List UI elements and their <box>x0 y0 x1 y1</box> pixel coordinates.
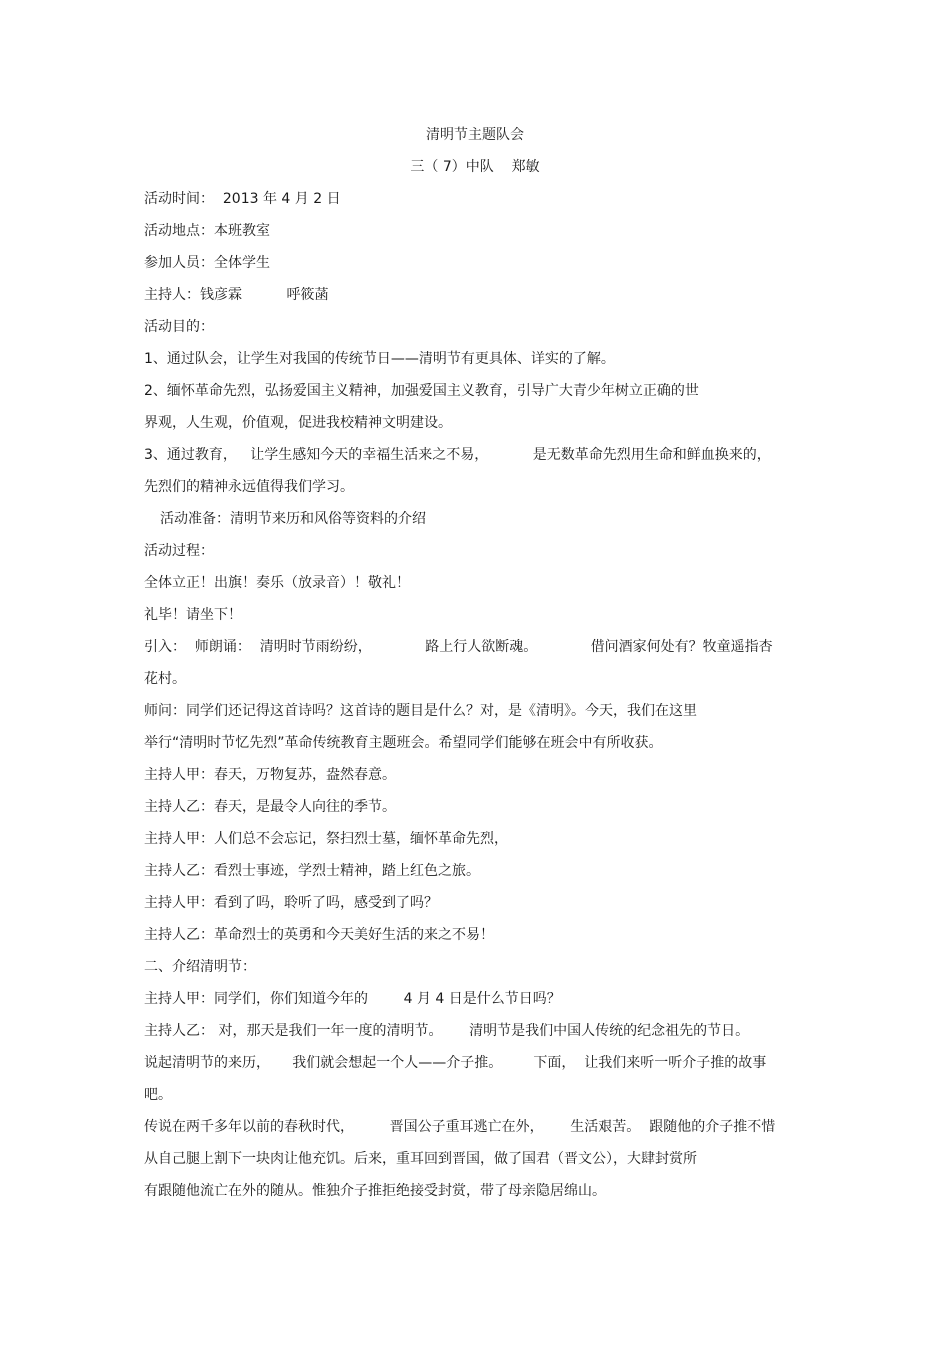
section-heading: 二、介绍清明节： <box>144 959 256 975</box>
purpose-heading: 活动目的： <box>144 319 214 335</box>
document-title: 清明节主题队会 <box>426 127 524 143</box>
teacher-question-line: 师问：同学们还记得这首诗吗？这首诗的题目是什么？对，是《清明》。今天，我们在这里 <box>144 703 697 719</box>
paragraph-line: 传说在两千多年以前的春秋时代， 晋国公子重耳逃亡在外， 生活艰苦。 跟随他的介子推不惜 <box>144 1119 776 1135</box>
purpose-item-2: 2、缅怀革命先烈，弘扬爱国主义精神，加强爱国主义教育，引导广大青少年树立正确的世 <box>144 383 699 399</box>
intro-poem-line: 引入： 师朗诵： 清明时节雨纷纷， 路上行人欲断魂。 借问酒家何处有？牧童遥指杏 <box>144 639 773 655</box>
dialogue-line: 主持人甲：人们总不会忘记，祭扫烈士墓，缅怀革命先烈， <box>144 831 508 847</box>
process-heading: 活动过程： <box>144 543 214 559</box>
dialogue-line: 主持人乙： 对，那天是我们一年一度的清明节。 清明节是我们中国人传统的纪念祖先的节日。 <box>144 1023 750 1039</box>
purpose-item-1: 1、通过队会，让学生对我国的传统节日——清明节有更具体、详实的了解。 <box>144 351 615 367</box>
hosts-line: 主持人：钱彦霖 呼筱菡 <box>144 287 329 303</box>
dialogue-line: 主持人甲：看到了吗，聆听了吗，感受到了吗？ <box>144 895 438 911</box>
paragraph-line: 从自己腿上割下一块肉让他充饥。后来，重耳回到晋国，做了国君（晋文公），大肆封赏所 <box>144 1151 697 1167</box>
document-subtitle: 三（ 7）中队 郑敏 <box>410 159 540 175</box>
paragraph-line: 说起清明节的来历， 我们就会想起一个人——介子推。 下面， 让我们来听一听介子推的故事 <box>144 1055 767 1071</box>
participants-line: 参加人员：全体学生 <box>144 255 270 271</box>
activity-location-line: 活动地点：本班教室 <box>144 223 270 239</box>
dialogue-line: 主持人乙：革命烈士的英勇和今天美好生活的来之不易！ <box>144 927 494 943</box>
activity-time-line: 活动时间： 2013 年 4 月 2 日 <box>144 191 341 207</box>
intro-poem-cont: 花村。 <box>144 671 186 687</box>
teacher-question-cont: 举行“清明时节忆先烈”革命传统教育主题班会。希望同学们能够在班会中有所收获。 <box>144 735 663 751</box>
paragraph-line: 吧。 <box>144 1087 172 1103</box>
dialogue-line: 主持人甲：春天，万物复苏，盎然春意。 <box>144 767 396 783</box>
dialogue-line: 主持人乙：春天，是最令人向往的季节。 <box>144 799 396 815</box>
process-line: 礼毕！请坐下！ <box>144 607 242 623</box>
purpose-item-2-cont: 界观，人生观，价值观，促进我校精神文明建设。 <box>144 415 452 431</box>
dialogue-line: 主持人甲：同学们，你们知道今年的 4 月 4 日是什么节日吗？ <box>144 991 561 1007</box>
paragraph-line: 有跟随他流亡在外的随从。惟独介子推拒绝接受封赏，带了母亲隐居绵山。 <box>144 1183 606 1199</box>
process-line: 全体立正！出旗！奏乐（放录音）！敬礼！ <box>144 575 410 591</box>
purpose-item-3: 3、通过教育， 让学生感知今天的幸福生活来之不易， 是无数革命先烈用生命和鲜血换来的， <box>144 447 771 463</box>
dialogue-line: 主持人乙：看烈士事迹，学烈士精神，踏上红色之旅。 <box>144 863 480 879</box>
preparation-line: 活动准备：清明节来历和风俗等资料的介绍 <box>160 511 426 527</box>
purpose-item-3-cont: 先烈们的精神永远值得我们学习。 <box>144 479 354 495</box>
